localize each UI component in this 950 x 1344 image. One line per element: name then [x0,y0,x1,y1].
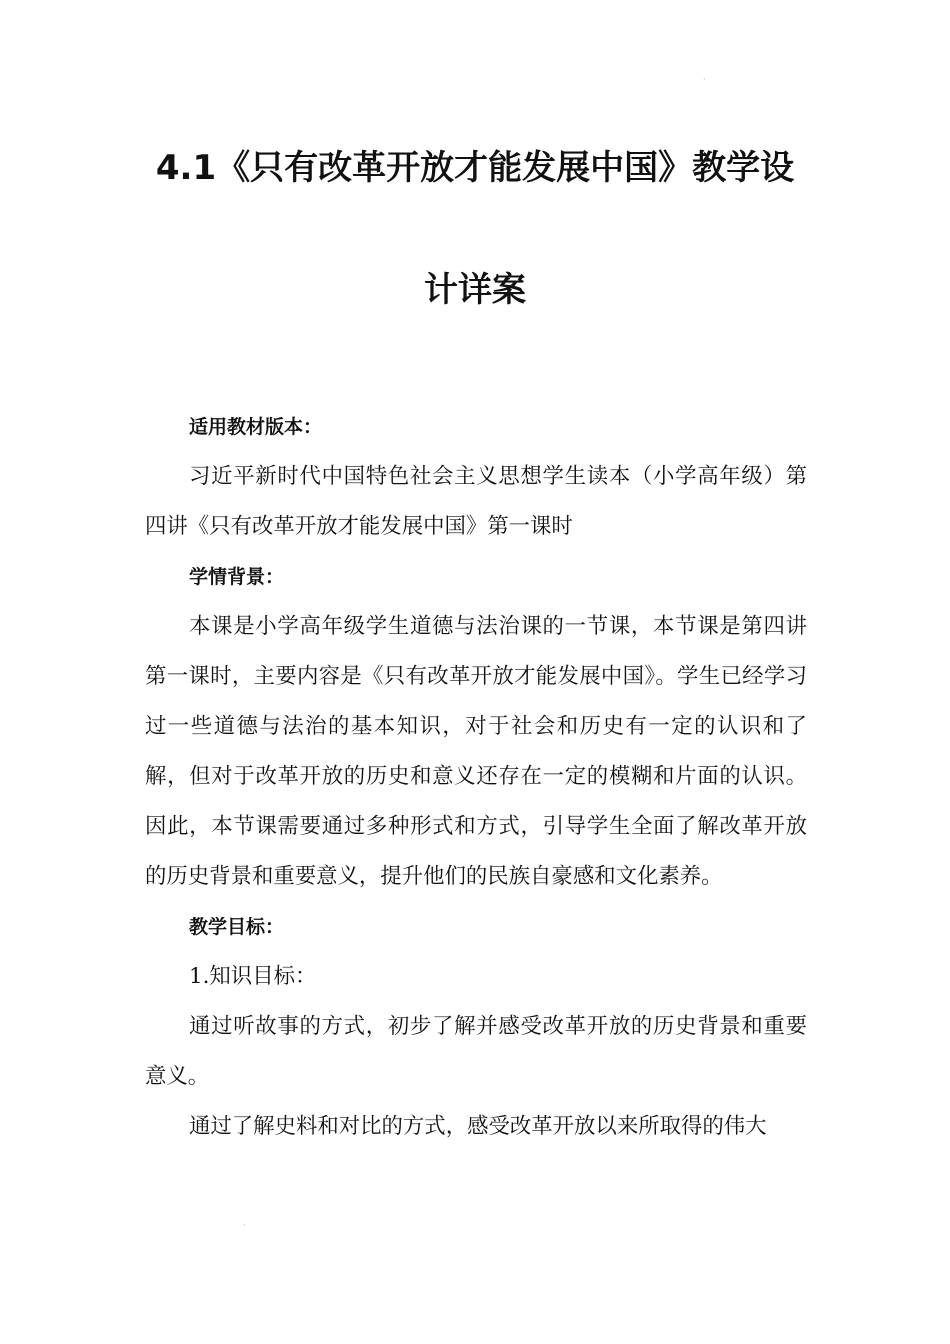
document-body [145,402,807,1152]
bottom-dot-mark: · [243,1221,246,1230]
edition-text: 习近平新时代中国特色社会主义思想学生读本（小学高年级）第四讲《只有改革开放才能发展中国》第一课时 [145,464,807,539]
background-text: 本课是小学高年级学生道德与法治课的一节课，本节课是第四讲第一课时，主要内容是《只有改革开放才能发展中国》。学生已经学习过一些道德与法治的基本知识，对于社会和历史有一定的认识和了解，但对于改革开放的历史和意义还存在一定的模糊和片面的认识。因此，本节课需要通过多种形式和方式，引导学生全面了解改革开放的历史背景和重要意义，提升他们的民族自豪感和文化素养。 [145,614,807,889]
goal1-label: 1.知识目标： [189,964,317,989]
page-title-line-2: 计详案 [424,270,526,310]
top-dot-mark: · [703,75,706,84]
background-heading: 学情背景： [189,566,285,588]
goals-heading: 教学目标： [189,916,285,938]
goal1-text-a: 通过听故事的方式，初步了解并感受改革开放的历史背景和重要意义。 [145,1014,807,1089]
goal1-text-b: 通过了解史料和对比的方式，感受改革开放以来所取得的伟大 [189,1114,767,1139]
page-title-line-1: 4.1《只有改革开放才能发展中国》教学设 [155,148,795,188]
edition-heading: 适用教材版本： [189,416,323,438]
